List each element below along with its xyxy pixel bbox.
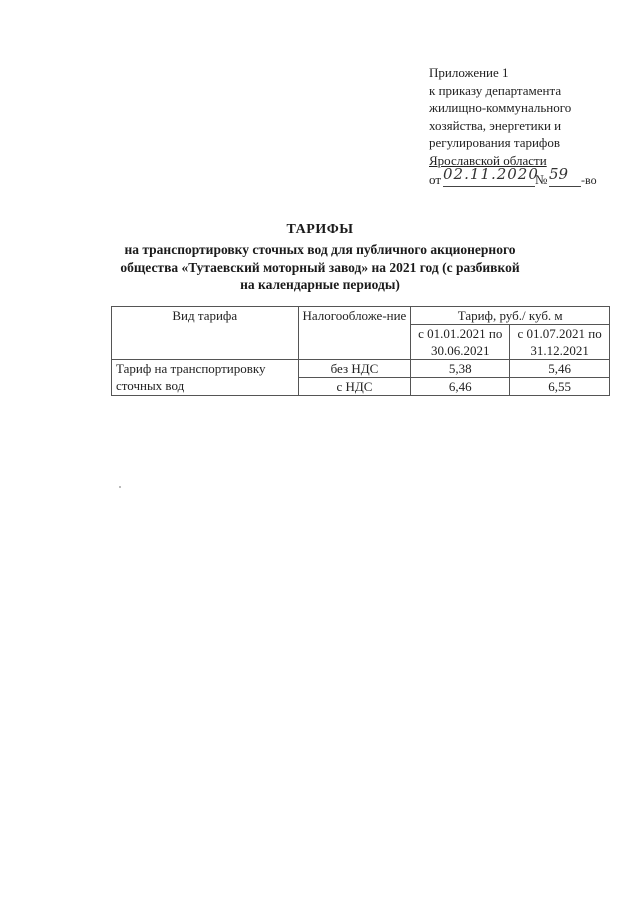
cell-period-1: 6,46 [411,378,510,396]
order-signature-line [429,165,629,189]
header-period-1: с 01.01.2021 по 30.06.2021 [411,325,510,360]
number-sign: № [535,172,548,187]
annex-block [429,64,629,189]
document-subtitle-line: на транспортировку сточных вод для публичного акционерного [124,242,516,257]
document-title: ТАРИФЫ [286,222,354,237]
document-subtitle-line: на календарные периоды) [240,277,400,292]
date-prefix: от [429,172,442,187]
row-label: Тариф на транспортировку сточных вод [112,360,299,396]
annex-line: хозяйства, энергетики и [429,117,562,133]
cell-tax: с НДС [298,378,411,396]
handwritten-date: 02.11.2020 [443,166,535,187]
cell-period-2: 6,55 [510,378,610,396]
annex-line: жилищно-коммунального [429,100,572,115]
cell-period-2: 5,46 [510,360,610,378]
header-tariff-unit: Тариф, руб./ куб. м [411,307,610,325]
cell-period-1: 5,38 [411,360,510,378]
table-row [112,360,610,378]
document-heading [100,222,540,294]
annex-line: Приложение 1 [429,65,509,80]
annex-line: регулирования тарифов [429,135,560,150]
annex-line: Ярославской области [429,152,547,168]
number-suffix: -во [581,173,597,187]
cell-tax: без НДС [298,360,411,378]
scan-speck [119,486,121,488]
table-header-row [112,307,610,325]
tariff-table [111,306,610,396]
handwritten-number: 59 [549,166,581,187]
header-taxation: Налогообложе-ние [298,307,411,360]
document-subtitle-line: общества «Тутаевский моторный завод» на 2021 год (с разбивкой [120,259,520,275]
header-tariff-type: Вид тарифа [112,307,299,360]
header-period-2: с 01.07.2021 по 31.12.2021 [510,325,610,360]
annex-line: к приказу департамента [429,82,562,98]
